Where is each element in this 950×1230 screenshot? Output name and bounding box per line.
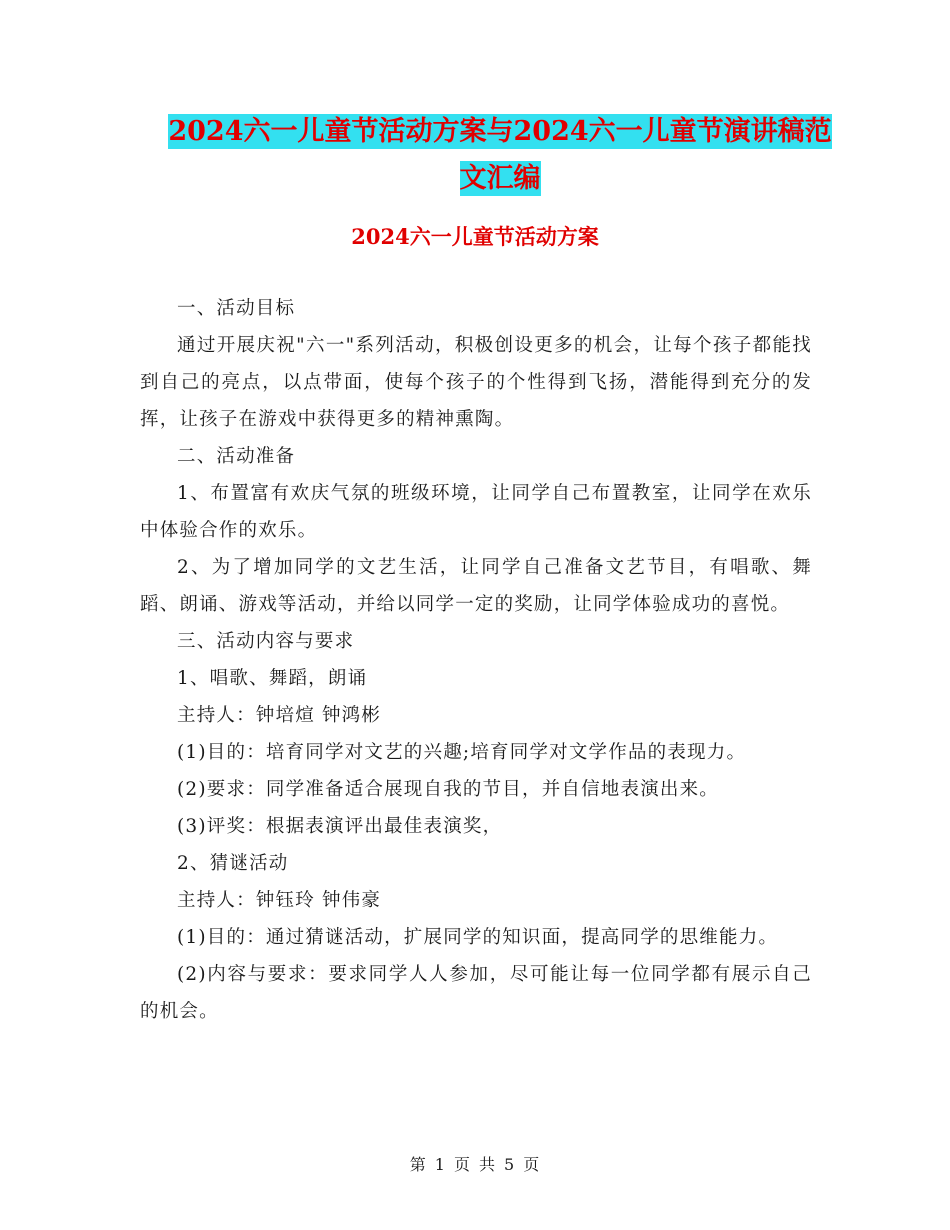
paragraph: 主持人：钟钰玲 钟伟豪 — [177, 890, 382, 911]
paragraph: (2)内容与要求：要求同学人人参加，尽可能让每一位同学都有展示自己的机会。 — [140, 964, 812, 1022]
paragraph: (3)评奖：根据表演评出最佳表演奖， — [177, 816, 503, 837]
paragraph: 2、猜谜活动 — [177, 853, 289, 874]
paragraph: 三、活动内容与要求 — [177, 631, 355, 652]
paragraph: 1、布置富有欢庆气氛的班级环境，让同学自己布置教室，让同学在欢乐中体验合作的欢乐。 — [140, 483, 812, 541]
footer-label-total-unit: 页 — [523, 1155, 541, 1174]
footer-label-page-unit: 页 — [453, 1155, 471, 1174]
footer-current-page: 1 — [434, 1155, 446, 1174]
paragraph: 2、为了增加同学的文艺生活，让同学自己准备文艺节目，有唱歌、舞蹈、朗诵、游戏等活动，并给以同学一定的奖励，让同学体验成功的喜悦。 — [140, 557, 812, 615]
paragraph: 1、唱歌、舞蹈，朗诵 — [177, 668, 368, 689]
paragraph: (1)目的：通过猜谜活动，扩展同学的知识面，提高同学的思维能力。 — [177, 927, 779, 948]
paragraph: 通过开展庆祝"六一"系列活动，积极创设更多的机会，让每个孩子都能找到自己的亮点，以点带面，使每个孩子的个性得到飞扬，潜能得到充分的发挥，让孩子在游戏中获得更多的精神熏陶。 — [140, 335, 812, 430]
section-title: 2024六一儿童节活动方案 — [351, 224, 599, 249]
document-title — [140, 108, 860, 202]
paragraph: 主持人：钟培煊 钟鸿彬 — [177, 705, 382, 726]
footer-label-total: 共 — [479, 1155, 497, 1174]
paragraph: 二、活动准备 — [177, 446, 296, 467]
document-body — [140, 290, 812, 1030]
footer-label-page: 第 — [409, 1155, 427, 1174]
paragraph: (1)目的：培育同学对文艺的兴趣;培育同学对文学作品的表现力。 — [177, 742, 747, 763]
document-title-line2: 文汇编 — [459, 163, 541, 194]
footer-total-pages: 5 — [504, 1155, 516, 1174]
paragraph: (2)要求：同学准备适合展现自我的节目，并自信地表演出来。 — [177, 779, 720, 800]
document-title-line1: 2024六一儿童节活动方案与2024六一儿童节演讲稿范 — [168, 116, 832, 147]
paragraph: 一、活动目标 — [177, 298, 296, 319]
page-footer — [0, 1152, 950, 1175]
